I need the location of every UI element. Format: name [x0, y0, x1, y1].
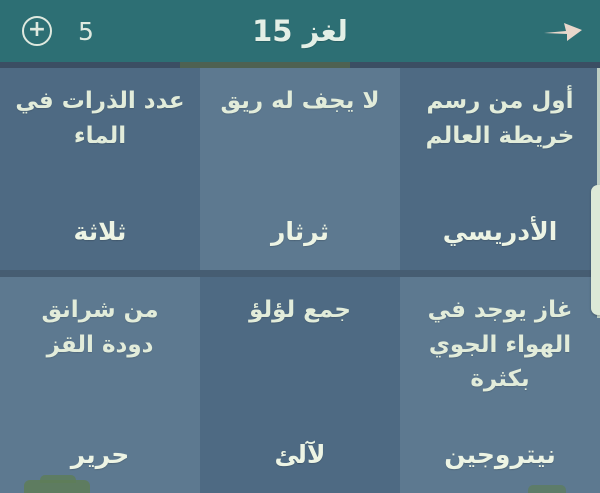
puzzle-cell[interactable] — [0, 68, 200, 270]
puzzle-cell[interactable] — [400, 68, 600, 270]
answer-text: لآلئ — [274, 440, 326, 469]
answer-text: حرير — [70, 440, 130, 469]
forward-arrow-icon — [542, 17, 584, 45]
coin-count: 5 — [78, 16, 94, 46]
question-text: غاز يوجد في الهواء الجوي بكثرة — [427, 297, 573, 392]
coins-group — [22, 0, 94, 62]
puzzle-cell[interactable] — [0, 277, 200, 493]
scrollbar-thumb[interactable] — [591, 185, 600, 315]
question-text: جمع لؤلؤ — [249, 297, 351, 323]
puzzle-cell[interactable] — [400, 277, 600, 493]
puzzle-grid — [0, 68, 600, 493]
next-puzzle-button[interactable] — [542, 17, 584, 45]
answer-text: ثرثار — [270, 217, 330, 246]
header-bar — [0, 0, 600, 62]
bottom-decoration-left-top — [40, 475, 76, 483]
bottom-decoration-right — [528, 485, 566, 493]
puzzle-cell[interactable] — [200, 68, 400, 270]
puzzle-cell[interactable] — [200, 277, 400, 493]
page-title: لغز 15 — [252, 14, 348, 48]
plus-circle-icon: + — [27, 17, 47, 42]
question-text: من شرانق دودة القز — [41, 297, 159, 358]
answer-text: نيتروجين — [444, 440, 556, 469]
question-text: لا يجف له ريق — [220, 88, 380, 114]
answer-text: الأدريسي — [442, 217, 558, 246]
answer-text: ثلاثة — [73, 217, 127, 246]
question-text: عدد الذرات في الماء — [15, 88, 185, 149]
add-coins-button[interactable] — [22, 16, 52, 46]
question-text: أول من رسم خريطة العالم — [425, 88, 575, 149]
